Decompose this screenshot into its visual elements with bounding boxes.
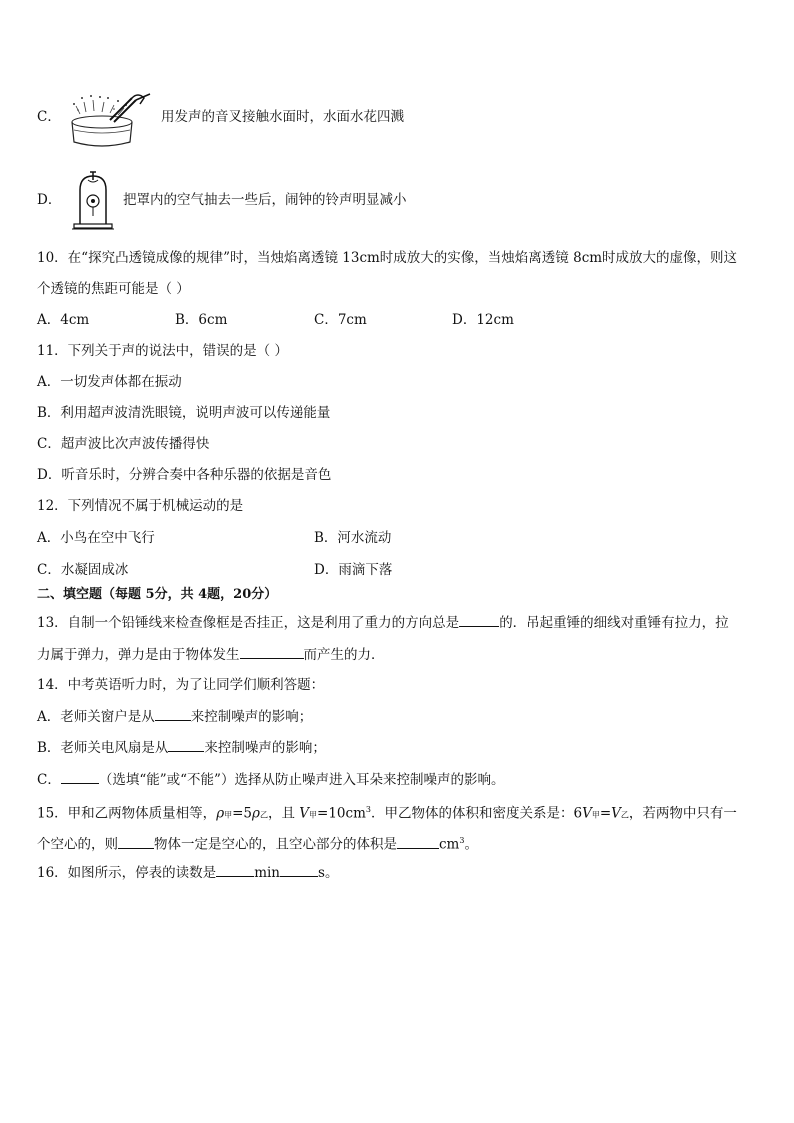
q9-option-c	[37, 108, 61, 126]
q15-six: 6	[573, 805, 583, 822]
subscript-yi: 乙	[620, 810, 629, 820]
q9-c-label: C．	[37, 109, 61, 125]
q14-b-pre: B．老师关电风扇是从	[37, 740, 169, 756]
q14-blank-c	[61, 770, 99, 784]
q11-option-d: D．听音乐时，分辨合奏中各种乐器的依据是音色	[37, 467, 332, 483]
q13-text-2a: 力属于弹力，弹力是由于物体发生	[37, 647, 240, 663]
q15-blank-1	[118, 835, 154, 849]
section-2-title: 二、填空题（每题 5分，共 4题，20分）	[37, 587, 278, 602]
q16-min-unit: min	[254, 865, 281, 881]
q10-option-b: B．6cm	[175, 312, 228, 328]
q16-blank-sec	[280, 863, 318, 877]
q15-text-1: 15．甲和乙两物体质量相等，	[37, 805, 217, 822]
q15-text-5: 个空心的，则	[37, 836, 118, 853]
q16-text-1: 16．如图所示，停表的读数是	[37, 865, 217, 881]
q16-line	[37, 863, 338, 882]
q14-line-a	[37, 707, 312, 726]
v-symbol: V	[611, 805, 621, 822]
q10-option-d: D．12cm	[452, 312, 514, 328]
q15-text-3: ．甲乙物体的体积和密度关系是：	[370, 805, 574, 822]
q14-c-post: （选填“能”或“不能”）选择从防止噪声进入耳朵来控制噪声的影响。	[98, 772, 505, 788]
subscript-yi: 乙	[259, 810, 268, 820]
q15-line1	[37, 801, 737, 825]
rho-symbol: ρ	[216, 805, 225, 822]
q15-text-7: 。	[464, 836, 478, 853]
q15-line2	[37, 832, 478, 854]
q13-blank-2	[240, 645, 304, 659]
q14-blank-b	[168, 738, 204, 752]
q15-eq: =	[599, 805, 612, 822]
bell-jar-figure	[70, 170, 116, 232]
q13-blank-1	[459, 613, 499, 627]
q15-eq5: =5	[232, 805, 253, 822]
q14-a-pre: A．老师关窗户是从	[37, 709, 155, 725]
q11-stem: 11．下列关于声的说法中，错误的是（ ）	[37, 343, 288, 359]
q13-text-1b: 的．吊起重锤的细线对重锤有拉力，拉	[499, 615, 729, 631]
q12-stem: 12．下列情况不属于机械运动的是	[37, 498, 244, 514]
superscript-3: 3	[365, 805, 371, 814]
q10-option-c: C．7cm	[314, 312, 367, 328]
tuning-fork-water-figure	[66, 92, 154, 150]
q14-a-post: 来控制噪声的影响；	[190, 709, 313, 725]
q9-c-text: 用发声的音叉接触水面时，水面水花四溅	[161, 109, 404, 125]
rho-symbol: ρ	[252, 805, 260, 822]
subscript-jia: 甲	[591, 810, 600, 820]
q15-eq10: =10cm	[317, 805, 366, 822]
q15-unit: cm	[439, 836, 460, 853]
q14-b-post: 来控制噪声的影响；	[204, 740, 326, 756]
q14-line-c	[37, 770, 504, 789]
q14-blank-a	[155, 707, 191, 721]
q11-option-a: A．一切发声体都在振动	[37, 374, 182, 390]
q14-stem: 14．中考英语听力时，为了让同学们顺利答题：	[37, 677, 325, 693]
v-symbol: V	[299, 805, 310, 822]
q14-c-pre: C．	[37, 772, 61, 788]
q10-option-a: A．4cm	[37, 312, 90, 328]
q9-d-text: 把罩内的空气抽去一些后，闹钟的铃声明显减小	[123, 192, 407, 208]
q13-line1	[37, 613, 729, 632]
q10-stem-line2: 个透镜的焦距可能是（ ）	[37, 281, 190, 297]
v-symbol: V	[582, 805, 592, 822]
q9-d-label: D．	[37, 192, 62, 208]
q16-blank-min	[216, 863, 254, 877]
q14-line-b	[37, 738, 326, 757]
q12-option-a: A．小鸟在空中飞行	[37, 530, 155, 546]
subscript-jia: 甲	[309, 810, 318, 820]
q11-option-c: C．超声波比次声波传播得快	[37, 436, 210, 452]
q16-s-unit: s。	[318, 865, 339, 881]
q15-text-6: 物体一定是空心的，且空心部分的体积是	[154, 836, 397, 853]
q15-text-4: ，若两物中只有一	[628, 805, 737, 822]
q13-text-2b: 而产生的力．	[303, 647, 385, 663]
q13-text-1a: 13．自制一个铅锤线来检查像框是否挂正，这是利用了重力的方向总是	[37, 615, 460, 631]
q11-option-b: B．利用超声波清洗眼镜，说明声波可以传递能量	[37, 405, 331, 421]
q12-option-d: D．雨滴下落	[314, 562, 393, 578]
q10-stem-line1: 10．在“探究凸透镜成像的规律”时，当烛焰离透镜 13cm时成放大的实像，当烛焰离透镜 8cm时成放大的虚像，则这	[37, 250, 738, 266]
q9-option-d	[37, 191, 61, 209]
q15-text-2: ，且	[267, 805, 300, 822]
q12-option-c: C．水凝固成冰	[37, 562, 129, 578]
q15-blank-2	[397, 835, 439, 849]
superscript-3: 3	[459, 836, 465, 845]
q12-option-b: B．河水流动	[314, 530, 392, 546]
subscript-jia: 甲	[224, 810, 233, 820]
q13-line2	[37, 645, 385, 664]
